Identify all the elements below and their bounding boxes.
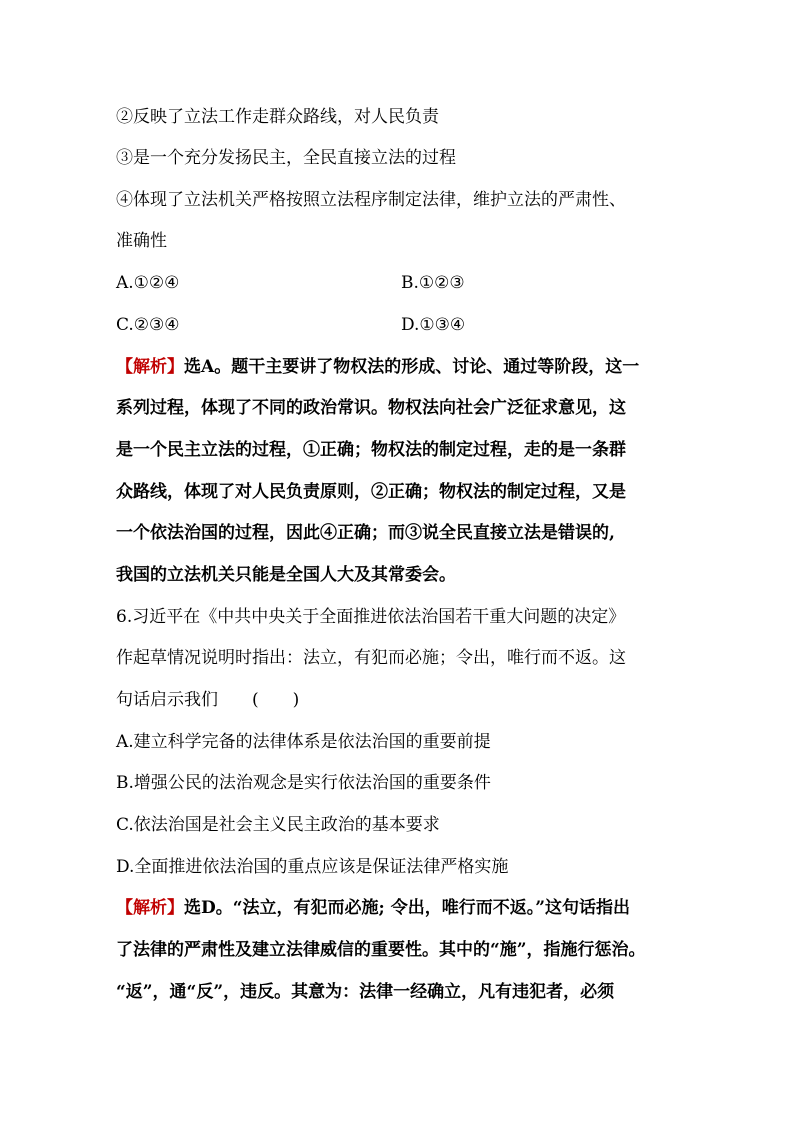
analysis6-line2: 了法律的严肃性及建立法律威信的重要性。其中的“施”，指施行惩治。 — [116, 940, 646, 960]
q5-option-c: C.②③④ — [116, 315, 180, 335]
analysis6-line1-text: 选D。“法立，有犯而必施; 令出，唯行而不返。”这句话指出 — [184, 898, 630, 918]
q6-option-b: B.增强公民的法治观念是实行依法治国的重要条件 — [116, 773, 491, 793]
q6-option-c: C.依法治国是社会主义民主政治的基本要求 — [116, 815, 440, 835]
q6-stem-line1: 6.习近平在《中共中央关于全面推进依法治国若干重大问题的决定》 — [116, 607, 626, 627]
analysis5-line6: 我国的立法机关只能是全国人大及其常委会。 — [116, 565, 456, 585]
q6-stem-line3: 句话启示我们 ( ) — [116, 690, 300, 710]
analysis6-line3: “返”，通“反”，违反。其意为：法律一经确立，凡有违犯者，必须 — [116, 982, 615, 1002]
analysis5-line5: 一个依法治国的过程，因此④正确；而③说全民直接立法是错误的, — [116, 523, 615, 543]
q5-statement-4-line1: ④体现了立法机关严格按照立法程序制定法律，维护立法的严肃性、 — [116, 190, 626, 210]
analysis5-line1-text: 选A。题干主要讲了物权法的形成、讨论、通过等阶段，这一 — [184, 357, 640, 377]
q6-option-a: A.建立科学完备的法律体系是依法治国的重要前提 — [116, 732, 491, 752]
analysis5-line1 — [116, 356, 639, 378]
analysis6-line1 — [116, 897, 630, 919]
q5-statement-3: ③是一个充分发扬民主，全民直接立法的过程 — [116, 148, 456, 168]
q5-option-b: B.①②③ — [401, 273, 465, 293]
q5-option-d: D.①③④ — [401, 315, 466, 335]
q6-stem-line2: 作起草情况说明时指出：法立，有犯而必施；令出，唯行而不返。这 — [116, 648, 626, 668]
analysis6-tag: 【解析】 — [116, 898, 184, 918]
q5-option-a: A.①②④ — [116, 273, 180, 293]
analysis5-line2: 系列过程，体现了不同的政治常识。物权法向社会广泛征求意见，这 — [116, 398, 626, 418]
analysis5-line4: 众路线，体现了对人民负责原则，②正确；物权法的制定过程，又是 — [116, 482, 626, 502]
analysis5-line3: 是一个民主立法的过程，①正确；物权法的制定过程，走的是一条群 — [116, 440, 626, 460]
q6-option-d: D.全面推进依法治国的重点应该是保证法律严格实施 — [116, 857, 509, 877]
q5-statement-4-line2: 准确性 — [116, 231, 167, 251]
analysis5-tag: 【解析】 — [116, 357, 184, 377]
q5-options-row1 — [116, 272, 465, 294]
q5-options-row2 — [116, 314, 466, 336]
q5-statement-2: ②反映了立法工作走群众路线，对人民负责 — [116, 107, 439, 127]
